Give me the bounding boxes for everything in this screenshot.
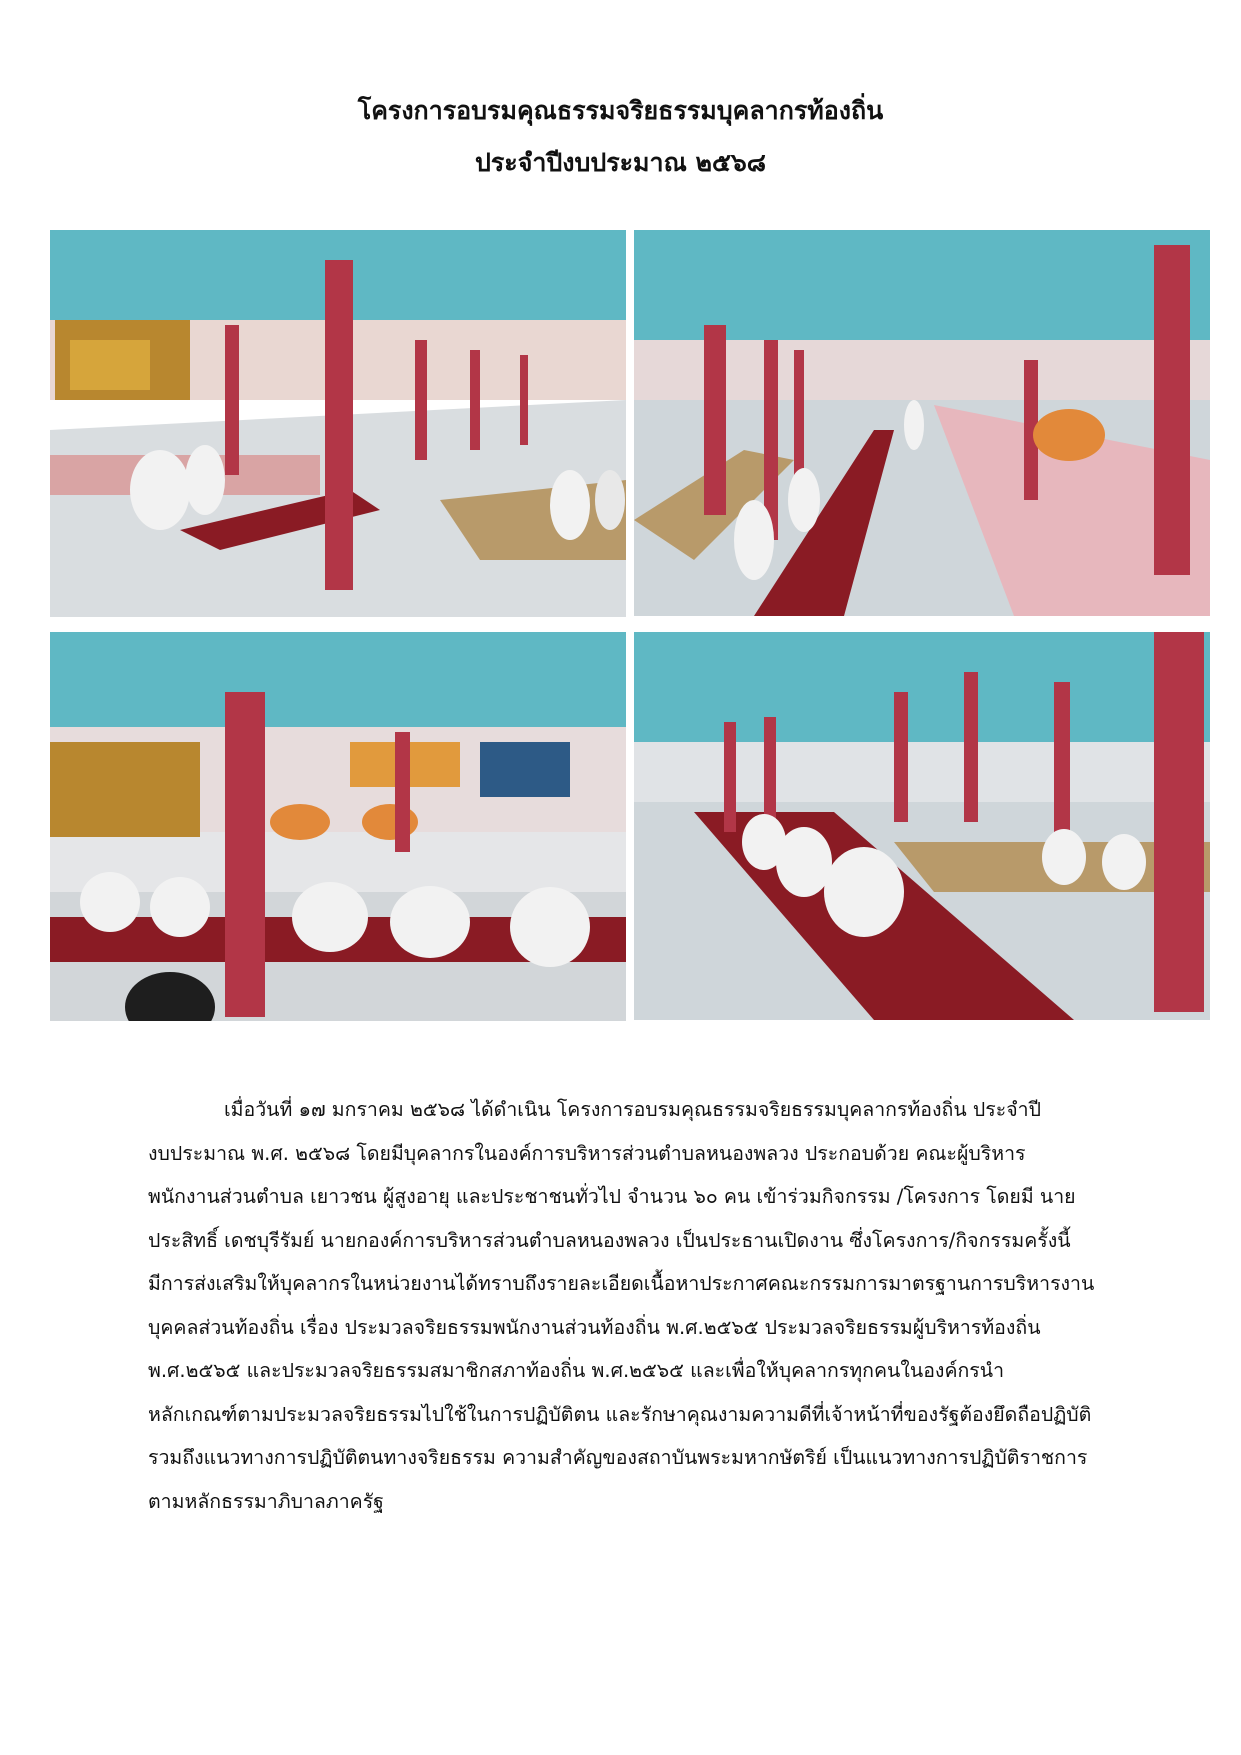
photo-4 [634,632,1210,1020]
body-line: ตามหลักธรรมาภิบาลภาครัฐ [148,1489,384,1513]
body-paragraph [148,1088,1128,1523]
photo-1 [50,230,626,617]
body-line: ประสิทธิ์ เดชบุรีรัมย์ นายกองค์การบริหารส่วนตำบลหนองพลวง เป็นประธานเปิดงาน ซึ่งโครงการ/กิจกรรมครั้งนี้ [148,1228,1071,1252]
document-title-line-2: ประจำปีงบประมาณ ๒๕๖๘ [474,148,767,177]
body-line: บุคคลส่วนท้องถิ่น เรื่อง ประมวลจริยธรรมพนักงานส่วนท้องถิ่น พ.ศ.๒๕๖๕ ประมวลจริยธรรมผู้บริหารท้องถิ่น [148,1315,1041,1339]
photo-3 [50,632,626,1021]
body-line: มีการส่งเสริมให้บุคลากรในหน่วยงานได้ทราบถึงรายละเอียดเนื้อหาประกาศคณะกรรมการมาตรฐานการบริหารงาน [148,1272,1095,1295]
body-line: งบประมาณ พ.ศ. ๒๕๖๘ โดยมีบุคลากรในองค์การบริหารส่วนตำบลหนองพลวง ประกอบด้วย คณะผู้บริหาร [148,1141,1026,1165]
body-line: รวมถึงแนวทางการปฏิบัติตนทางจริยธรรม ความสำคัญของสถาบันพระมหากษัตริย์ เป็นแนวทางการปฏิบัติราชการ [148,1446,1088,1469]
body-line: เมื่อวันที่ ๑๗ มกราคม ๒๕๖๘ ได้ดำเนิน โครงการอบรมคุณธรรมจริยธรรมบุคลากรท้องถิ่น ประจำปี [224,1098,1041,1121]
document-title-line-1: โครงการอบรมคุณธรรมจริยธรรมบุคลากรท้องถิ่น [357,96,884,125]
photo-2 [634,230,1210,616]
body-line: พนักงานส่วนตำบล เยาวชน ผู้สูงอายุ และประชาชนทั่วไป จำนวน ๖๐ คน เข้าร่วมกิจกรรม /โครงการ โดยมี นาย [148,1185,1076,1208]
body-line: พ.ศ.๒๕๖๕ และประมวลจริยธรรมสมาชิกสภาท้องถิ่น พ.ศ.๒๕๖๕ และเพื่อให้บุคลากรทุกคนในองค์กรนำ [148,1359,1005,1382]
body-line: หลักเกณฑ์ตามประมวลจริยธรรมไปใช้ในการปฏิบัติตน และรักษาคุณงามความดีที่เจ้าหน้าที่ของรัฐต้องยึดถือปฏิบัติ [148,1402,1092,1426]
